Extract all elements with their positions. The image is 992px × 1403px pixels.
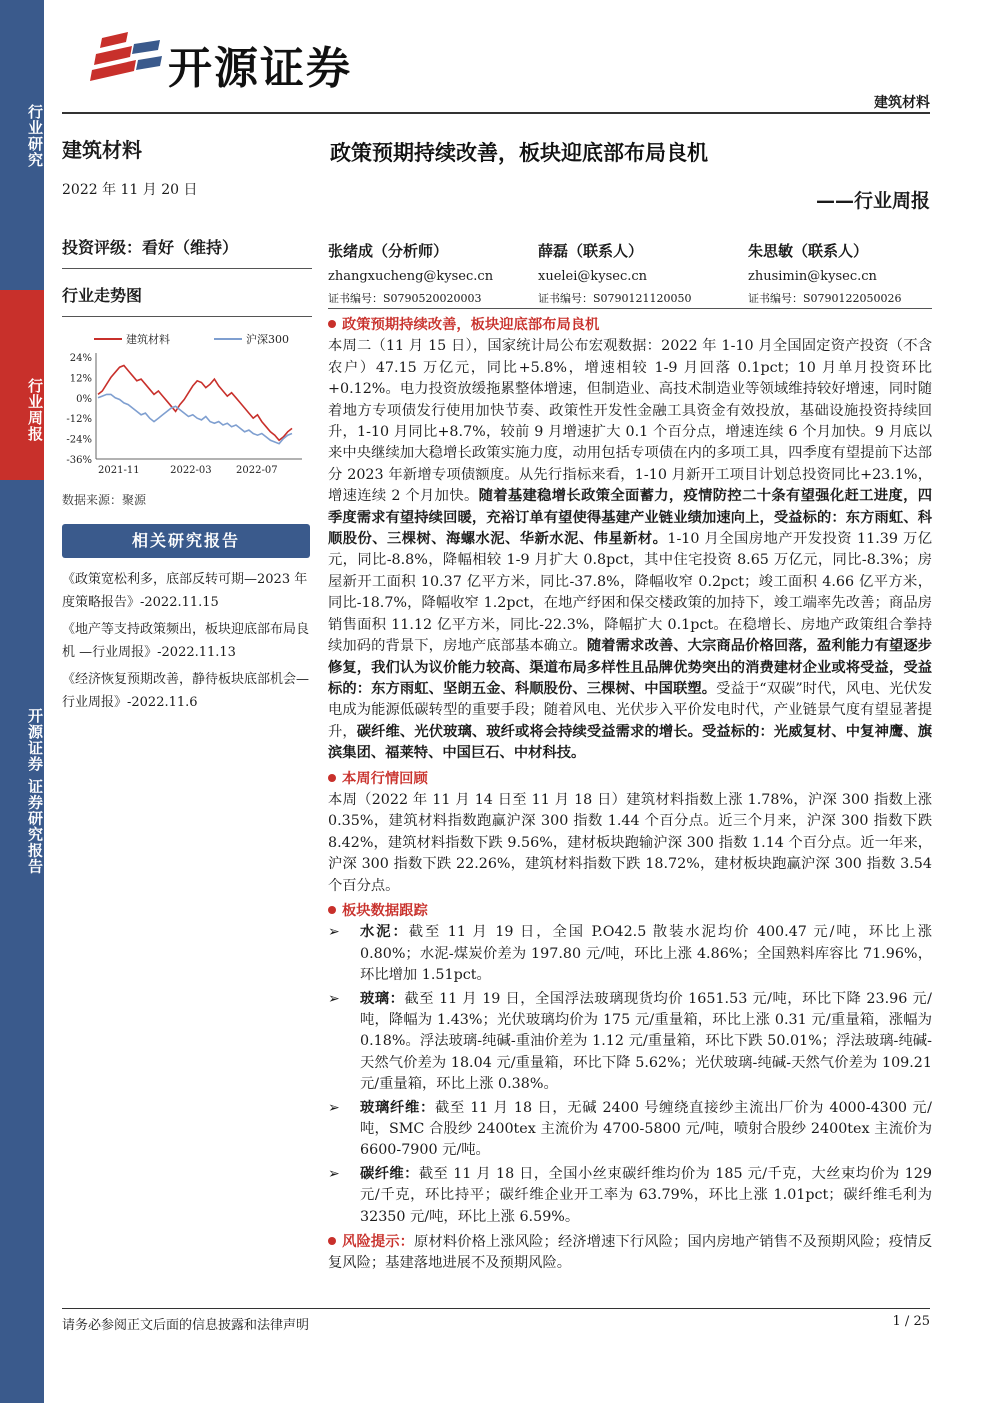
y-tick-label: 12% [69, 373, 92, 385]
author-name: 张绪成（分析师） [328, 242, 449, 260]
bullet-dot-icon [328, 774, 336, 782]
side-label-bottom: 开源证券 证券研究报告 [26, 708, 44, 875]
header-category: 建筑材料 [874, 95, 930, 111]
footer-rule [62, 1308, 930, 1309]
trend-chart-svg [62, 329, 312, 479]
author-cert: 证书编号：S0790121120050 [538, 292, 692, 305]
risk-note: 风险提示：原材料价格上涨风险；经济增速下行风险；国内房地产销售不及预期风险；疫情反复风险；基建落地进展不及预期风险。 [328, 1234, 932, 1272]
y-tick-label: 24% [69, 353, 92, 364]
list-item: ➢ 水泥：截至 11 月 19 日，全国 P.O42.5 散装水泥均价 400.47 元/吨，环比上涨 0.80%；水泥-煤炭价差为 197.80 元/吨，环比上涨 4.86%；全国熟料库容比 71.96%，环比增加 1.51pct。 [328, 924, 933, 984]
y-tick-label: -24% [66, 434, 92, 446]
section-heading: 政策预期持续改善，板块迎底部布局良机 [328, 315, 932, 336]
arrow-bullet-icon: ➢ [328, 990, 340, 1007]
chart-source: 数据来源：聚源 [62, 493, 147, 507]
series-line [98, 394, 292, 443]
bullet-dot-icon [328, 906, 336, 914]
investment-rating: 投资评级：看好（维持） [62, 235, 312, 269]
author-name: 薛磊（联系人） [538, 242, 644, 260]
report-body [328, 315, 932, 1275]
list-item: ➢ 碳纤维：截至 11 月 18 日，全国小丝束碳纤维均价为 185 元/千克，大丝束均价为 129 元/千克，环比持平；碳纤维企业开工率为 63.79%，环比上涨 1.01pct；碳纤维毛利为 32350 元/吨，环比上涨 6.59%。 [328, 1165, 933, 1225]
section-heading: 板块数据跟踪 [328, 901, 932, 922]
related-report-item[interactable]: 《经济恢复预期改善，静待板块底部机会—行业周报》-2022.11.6 [62, 672, 310, 710]
author-email[interactable]: zhusimin@kysec.cn [748, 269, 877, 284]
author-block [538, 240, 738, 306]
report-subtitle: ——行业周报 [815, 190, 930, 212]
author-name: 朱思敏（联系人） [748, 242, 869, 260]
brand-logo-icon [88, 30, 164, 90]
series-line [98, 366, 292, 441]
list-item: ➢ 玻璃纤维：截至 11 月 18 日，无碱 2400 号缠绕直接纱主流出厂价为 4000-4300 元/吨，SMC 合股纱 2400tex 主流价为 4700-5800 元/吨，喷射合股纱 2400tex 主流价为 6600-7900 元/吨。 [328, 1099, 933, 1159]
trend-chart [62, 329, 312, 483]
related-report-item[interactable]: 《政策宽松利多，底部反转可期—2023 年度策略报告》-2022.11.15 [62, 572, 308, 610]
side-strip [0, 0, 44, 1403]
section-paragraph: 本周二（11 月 15 日），国家统计局公布宏观数据：2022 年 1-10 月全国固定资产投资（不含农户）47.15 万亿元，同比+5.8%，增速相较 1-9 月回落 0.1pct；10 月单月投资环比+0.12%。电力投资放缓拖累整体增速，但制造业、高技术制造业等领域维持较好增速，同时随着地方专项债发行使用加快节奏、政策性开发性金融工具资金有效投放，基础设施投资持续回升，1-10 月同比+8.7%，较前 9 月增速扩大 0.1 个百分点，增速连续 6 个月加快。9 月底以来中央继续加大稳增长政策实施力度，动用包括专项债在内的多项工具，四季度有望提前下达部分 2023 年新增专项债额度。从先行指标来看，1-10 月新开工项目计划总投资同比+23.1%，增速连续 2 个月加快。随着基建稳增长政策全面蓄力，疫情防控二十条有望强化赶工进度，四季度需求有望持续回暖，充裕订单有望使得基建产业链业绩加速向上，受益标的：东方雨虹、科顺股份、三棵树、海螺水泥、华新水泥、伟星新材。1-10 月全国房地产开发投资 11.39 万亿元，同比-8.8%，降幅相较 1-9 月扩大 0.8pct，其中住宅投资 8.65 万亿元，同比-8.3%；房屋新开工面积 10.37 亿平方米，同比-37.8%，降幅收窄 0.2pct；竣工面积 4.66 亿平方米，同比-18.7%，降幅收窄 1.2pct，在地产纾困和保交楼政策的加持下，竣工端率先改善；商品房销售面积 11.12 亿平方米，同比-22.3%，降幅扩大 0.1pct。在稳增长、房地产政策组合拳持续加码的背景下，房地产底部基本确立。随着需求改善、大宗商品价格回落，盈利能力有望逐步修复，我们认为议价能力较高、渠道布局多样性且品牌优势突出的消费建材企业或将受益，受益标的：东方雨虹、坚朗五金、科顺股份、三棵树、中国联塑。受益于“双碳”时代，风电、光伏发电成为能源低碳转型的重要手段；随着风电、光伏步入平价发电时代，产业链景气度有望显著提升，碳纤维、光伏玻璃、玻纤或将会持续受益需求的增长。受益标的：光威复材、中复神鹰、旗滨集团、福莱特、中国巨石、中材科技。 [328, 338, 933, 762]
legend-label: 建筑材料 [126, 333, 170, 346]
bullet-dot-icon [328, 1237, 336, 1245]
arrow-bullet-icon: ➢ [328, 1099, 340, 1116]
author-email[interactable]: zhangxucheng@kysec.cn [328, 269, 494, 284]
brand-name: 开源证券 [168, 43, 352, 94]
x-tick-label: 2022-03 [170, 465, 212, 476]
author-block [748, 240, 948, 306]
author-cert: 证书编号：S0790122050026 [748, 292, 902, 305]
authors-rule [328, 308, 932, 309]
industry-name: 建筑材料 [62, 138, 142, 162]
header-rule [62, 112, 930, 114]
author-block [328, 240, 528, 306]
related-report-item[interactable]: 《地产等支持政策频出，板块迎底部布局良机 —行业周报》-2022.11.13 [62, 622, 310, 660]
x-tick-label: 2022-07 [236, 465, 278, 476]
legend-label: 沪深300 [246, 333, 289, 346]
left-column [62, 134, 312, 718]
related-reports-header: 相关研究报告 [62, 524, 310, 558]
section-heading: 本周行情回顾 [328, 769, 932, 790]
section-paragraph: 本周（2022 年 11 月 14 日至 11 月 18 日）建筑材料指数上涨 1.78%，沪深 300 指数上涨 0.35%，建筑材料指数跑赢沪深 300 指数 1.44 个百分点。近三个月来，沪深 300 指数下跌 8.42%，建筑材料指数下跌 9.56%，建材板块跑输沪深 300 指数 1.14 个百分点。近一年来，沪深 300 指数下跌 22.26%，建筑材料指数下跌 18.72%，建材板块跑赢沪深 300 指数 3.54 个百分点。 [328, 791, 932, 894]
arrow-bullet-icon: ➢ [328, 1165, 340, 1182]
x-tick-label: 2021-11 [98, 465, 140, 476]
report-date: 2022 年 11 月 20 日 [62, 182, 198, 198]
list-item: ➢ 玻璃：截至 11 月 19 日，全国浮法玻璃现货均价 1651.53 元/吨，环比下降 23.96 元/吨，降幅为 1.43%；光伏玻璃均价为 175 元/重量箱，环比上涨 0.31 元/重量箱，涨幅为 0.18%。浮法玻璃-纯碱-重油价差为 1.12 元/重量箱，环比下跌 50.01%；浮法玻璃-纯碱-天然气价差为 18.04 元/重量箱，环比下降 5.62%；光伏玻璃-纯碱-天然气价差为 109.21 元/重量箱，环比上涨 0.38%。 [328, 990, 932, 1093]
related-reports-list [62, 568, 312, 714]
author-cert: 证书编号：S0790520020003 [328, 292, 482, 305]
y-tick-label: 0% [76, 393, 92, 405]
arrow-bullet-icon: ➢ [328, 924, 340, 941]
report-title: 政策预期持续改善，板块迎底部布局良机 [330, 141, 708, 165]
side-label-top: 行业研究 [26, 104, 44, 168]
trend-chart-title: 行业走势图 [62, 283, 312, 317]
y-tick-label: -36% [66, 455, 92, 466]
footer-disclaimer[interactable]: 请务必参阅正文后面的信息披露和法律声明 [62, 1318, 310, 1333]
bullet-dot-icon [328, 320, 336, 328]
y-tick-label: -12% [66, 414, 92, 426]
author-email[interactable]: xuelei@kysec.cn [538, 269, 648, 284]
side-label-mid: 行业周报 [26, 378, 44, 442]
page-number: 1 / 25 [892, 1314, 930, 1329]
